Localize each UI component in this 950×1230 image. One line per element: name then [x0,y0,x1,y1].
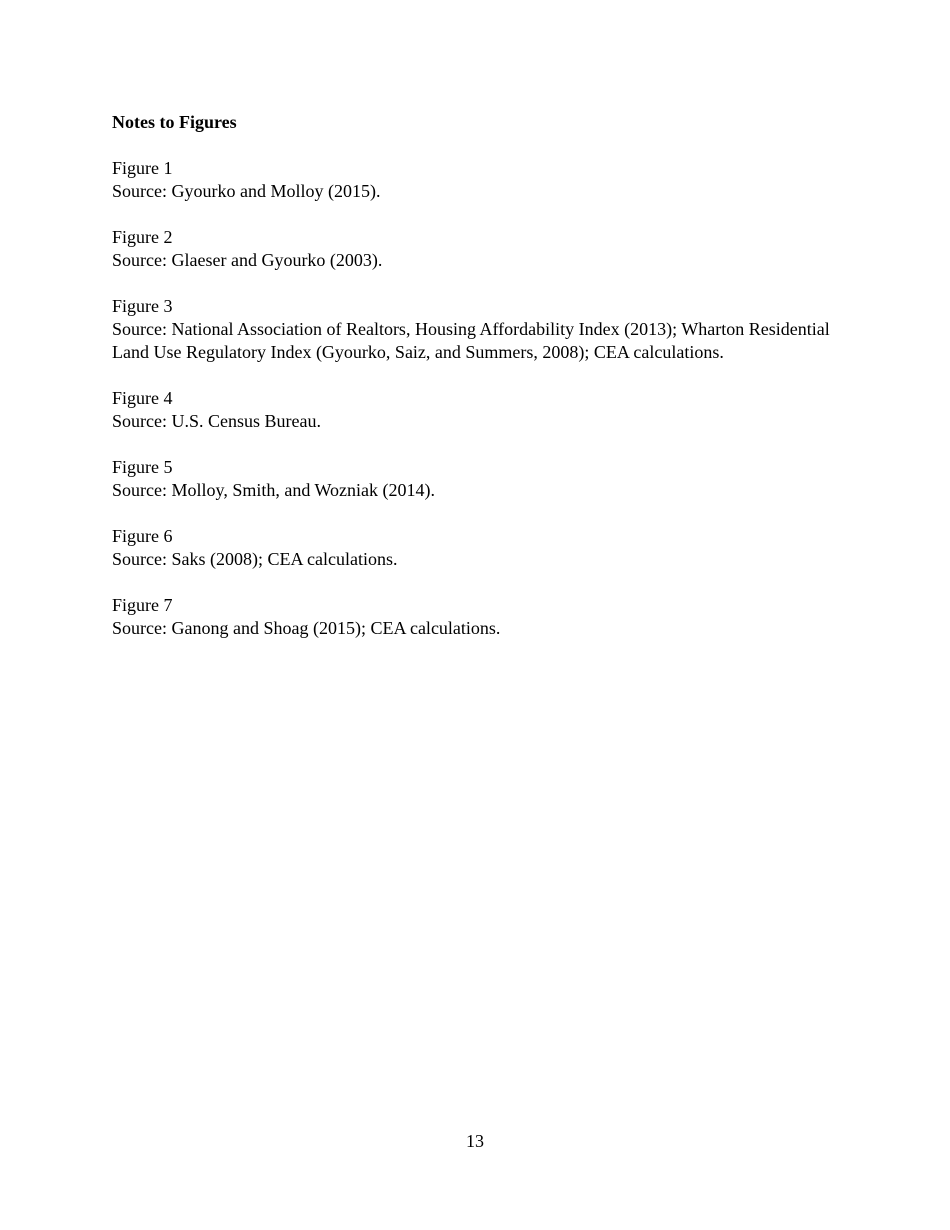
figure-note-5 [112,456,852,502]
figure-note-title: Figure 3 [112,296,173,316]
figure-note-source: Source: Glaeser and Gyourko (2003). [112,250,383,270]
figure-note-source: Source: Saks (2008); CEA calculations. [112,549,398,569]
figure-note-4 [112,387,852,433]
figure-note-7 [112,594,852,640]
figure-note-title: Figure 7 [112,595,173,615]
figure-note-1 [112,157,852,203]
figure-note-source: Source: U.S. Census Bureau. [112,411,321,431]
figure-note-title: Figure 5 [112,457,173,477]
figure-note-source: Source: Ganong and Shoag (2015); CEA calculations. [112,618,501,638]
page-number: 13 [466,1131,484,1151]
figure-note-title: Figure 2 [112,227,173,247]
figure-note-source: Source: Molloy, Smith, and Wozniak (2014). [112,480,436,500]
figure-note-3 [112,295,852,364]
figure-note-title: Figure 4 [112,388,173,408]
figure-note-2 [112,226,852,272]
document-body [112,111,852,663]
figure-note-title: Figure 1 [112,158,173,178]
figure-note-title: Figure 6 [112,526,173,546]
figure-note-6 [112,525,852,571]
figure-note-source: Source: National Association of Realtors, Housing Affordability Index (2013); Wharton Residential Land Use Regulatory Index (Gyourko, Saiz, and Summers, 2008); CEA calculations. [112,319,830,362]
page-heading: Notes to Figures [112,112,237,132]
figure-note-source: Source: Gyourko and Molloy (2015). [112,181,381,201]
